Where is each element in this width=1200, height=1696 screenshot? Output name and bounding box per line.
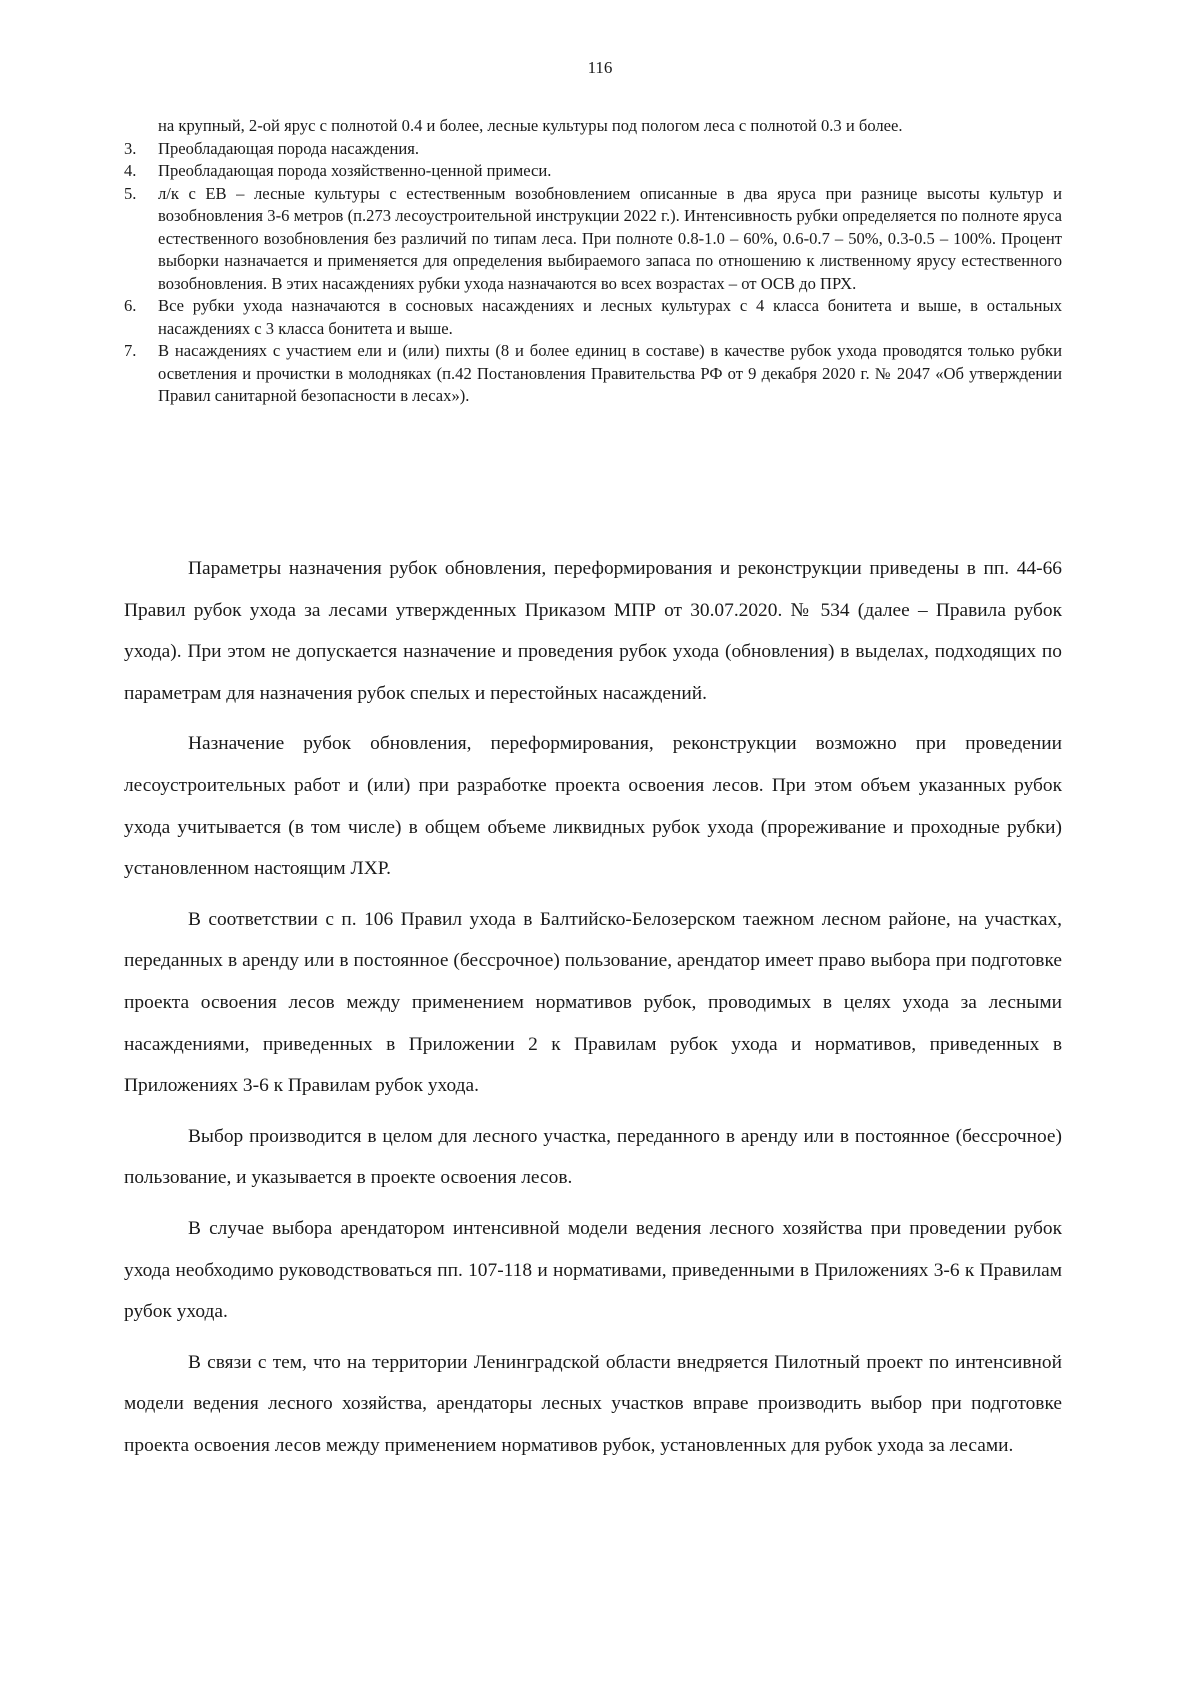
- note-item: [124, 138, 1062, 161]
- note-number: 3.: [124, 138, 137, 158]
- paragraph: Параметры назначения рубок обновления, переформирования и реконструкции приведены в пп. 44-66 Правил рубок ухода за лесами утвержденных Приказом МПР от 30.07.2020. № 534 (далее – Правила рубок ухода). При этом не допускается назначение и проведения рубок ухода (обновления) в выделах, подходящих по параметрам для назначения рубок спелых и перестойных насаждений.: [124, 558, 1062, 704]
- note-text: л/к с ЕВ – лесные культуры с естественным возобновлением описанные в два яруса при разнице высоты культур и возобновления 3-6 метров (п.273 лесоустроительной инструкции 2022 г.). Интенсивность рубки определяется по полноте яруса естественного возобновления без различий по типам леса. При полноте 0.8-1.0 – 60%, 0.6-0.7 – 50%, 0.3-0.5 – 100%. Процент выборки назначается и применяется для определения выбираемого запаса по отношению к лиственному ярусу естественного возобновления. В этих насаждениях рубки ухода назначаются во всех возрастах – от ОСВ до ПРХ.: [158, 183, 1062, 293]
- paragraph: Выбор производится в целом для лесного участка, переданного в аренду или в постоянное (бессрочное) пользование, и указывается в проекте освоения лесов.: [124, 1125, 1062, 1189]
- note-number: 5.: [124, 183, 137, 203]
- note-text: Преобладающая порода насаждения.: [158, 138, 419, 158]
- note-item: [124, 295, 1062, 340]
- note-number: 4.: [124, 161, 137, 180]
- note-continuation: на крупный, 2-ой ярус с полнотой 0.4 и более, лесные культуры под пологом леса с полнотой 0.3 и более.: [158, 116, 903, 135]
- paragraph: В соответствии с п. 106 Правил ухода в Балтийско-Белозерском таежном лесном районе, на участках, переданных в аренду или в постоянное (бессрочное) пользование, арендатор имеет право выбора при подготовке проекта освоения лесов между применением нормативов рубок, проводимых в целях ухода за лесными насаждениями, приведенных в Приложении 2 к Правилам рубок ухода и нормативов, приведенных в Приложениях 3-6 к Правилам рубок ухода.: [124, 908, 1062, 1097]
- note-text: В насаждениях с участием ели и (или) пихты (8 и более единиц в составе) в качестве рубок ухода проводятся только рубки осветления и прочистки в молодняках (п.42 Постановления Правительства РФ от 9 декабря 2020 г. № 2047 «Об утверждении Правил санитарной безопасности в лесах»).: [158, 341, 1062, 405]
- note-item: [124, 340, 1062, 408]
- page-number: 116: [587, 58, 613, 77]
- note-text: Все рубки ухода назначаются в сосновых насаждениях и лесных культурах с 4 класса бонитета и выше, в остальных насаждениях с 3 класса бонитета и выше.: [158, 296, 1062, 338]
- footnotes: [124, 115, 1062, 408]
- note-number: 7.: [124, 341, 137, 360]
- main-text: [124, 548, 1062, 1475]
- paragraph: В случае выбора арендатором интенсивной модели ведения лесного хозяйства при проведении рубок ухода необходимо руководствоваться пп. 107-118 и нормативами, приведенными в Приложениях 3-6 к Правилам рубок ухода.: [124, 1217, 1062, 1323]
- note-number: 6.: [124, 296, 137, 315]
- note-item: [124, 183, 1062, 296]
- paragraph: Назначение рубок обновления, переформирования, реконструкции возможно при проведении лесоустроительных работ и (или) при разработке проекта освоения лесов. При этом объем указанных рубок ухода учитывается (в том числе) в общем объеме ликвидных рубок ухода (прореживание и проходные рубки) установленном настоящим ЛХР.: [124, 733, 1062, 880]
- paragraph: В связи с тем, что на территории Ленинградской области внедряется Пилотный проект по интенсивной модели ведения лесного хозяйства, арендаторы лесных участков вправе производить выбор при подготовке проекта освоения лесов между применением нормативов рубок, установленных для рубок ухода за лесами.: [124, 1351, 1062, 1456]
- note-item: [124, 160, 1062, 183]
- note-text: Преобладающая порода хозяйственно-ценной примеси.: [158, 161, 552, 180]
